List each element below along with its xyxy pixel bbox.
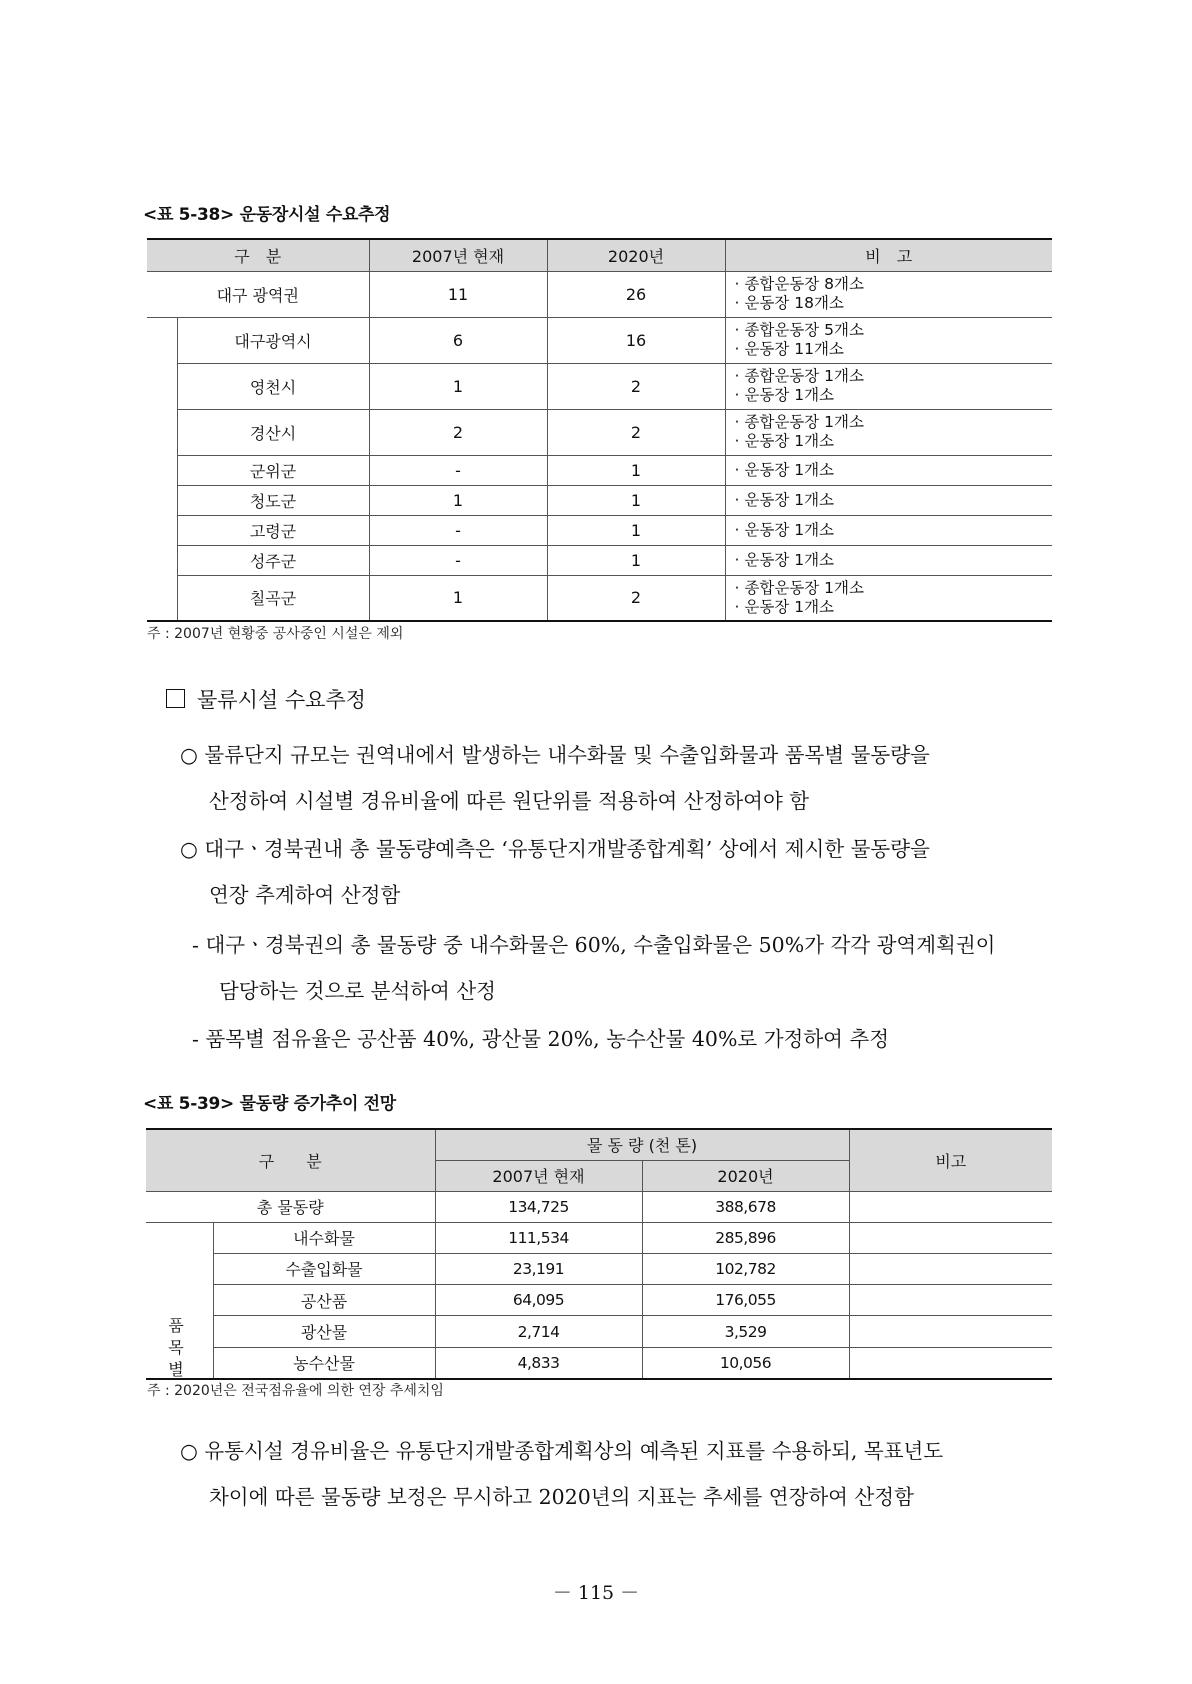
table-caption: <표 5-38> 운동장시설 수요추정 [143, 205, 391, 225]
region-name: 대구광역시 [177, 317, 369, 363]
value-2020: 26 [547, 271, 725, 317]
paragraph: ○ 유통시설 경유비율은 유통단지개발종합계획상의 예측된 지표를 수용하되, 목표년도 차이에 따른 물동량 보정은 무시하고 2020년의 지표는 추세를 연장하여 산정함 [180, 1439, 944, 1509]
value-2007: 134,725 [435, 1191, 642, 1222]
paragraph: ○ 물류단지 규모는 권역내에서 발생하는 내수화물 및 수출입화물과 품목별 물동량을 산정하여 시설별 경유비율에 따른 원단위를 적용하여 산정하여야 함 [180, 743, 930, 813]
header-volume: 물 동 량 (천 톤) [435, 1129, 849, 1160]
value-2020: 1 [547, 545, 725, 575]
remarks: · 종합운동장 1개소 · 운동장 1개소 [725, 575, 1052, 621]
note-cell [849, 1316, 1052, 1347]
checkbox-square-icon [166, 689, 185, 708]
table-note: 주 : 2007년 현황중 공사중인 시설은 제외 [147, 626, 404, 642]
value-2020: 10,056 [642, 1347, 849, 1378]
paragraph: ○ 대구ㆍ경북권내 총 물동량예측은 ‘유통단지개발종합계획’ 상에서 제시한 물동량을 연장 추계하여 산정함 [180, 837, 930, 907]
value-2020: 176,055 [642, 1285, 849, 1316]
header-category: 구 분 [146, 1129, 435, 1191]
region-name: 대구 광역권 [147, 271, 369, 317]
value-2007: - [369, 545, 547, 575]
item-name: 광산물 [213, 1316, 435, 1347]
table-row [147, 515, 1052, 545]
stadium-demand-table [147, 238, 1052, 622]
note-cell [849, 1285, 1052, 1316]
remarks: · 종합운동장 1개소 · 운동장 1개소 [725, 409, 1052, 455]
freight-volume-table [146, 1128, 1052, 1380]
table-row [146, 1347, 1052, 1378]
value-2007: 4,833 [435, 1347, 642, 1378]
remarks: · 운동장 1개소 [725, 545, 1052, 575]
item-name: 총 물동량 [146, 1191, 435, 1222]
table-row [146, 1222, 1052, 1253]
table-row [147, 485, 1052, 515]
header-note: 비고 [849, 1129, 1052, 1191]
table-row [147, 363, 1052, 409]
table-header-row [146, 1129, 1052, 1160]
remarks: · 운동장 1개소 [725, 485, 1052, 515]
table-row [147, 455, 1052, 485]
value-2020: 1 [547, 455, 725, 485]
value-2007: 1 [369, 363, 547, 409]
table-row [146, 1191, 1052, 1222]
table-row [147, 317, 1052, 363]
region-name: 성주군 [177, 545, 369, 575]
note-cell [849, 1191, 1052, 1222]
table-header-row [147, 239, 1052, 271]
header-category: 구 분 [147, 239, 369, 271]
remarks: · 운동장 1개소 [725, 455, 1052, 485]
value-2007: 64,095 [435, 1285, 642, 1316]
value-2020: 16 [547, 317, 725, 363]
value-2007: - [369, 455, 547, 485]
table-row [147, 409, 1052, 455]
value-2020: 2 [547, 575, 725, 621]
note-cell [849, 1253, 1052, 1284]
value-2007: 2 [369, 409, 547, 455]
section-heading: 물류시설 수요추정 [166, 684, 366, 714]
note-cell [849, 1222, 1052, 1253]
remarks: · 종합운동장 1개소 · 운동장 1개소 [725, 363, 1052, 409]
paragraph: - 대구ㆍ경북권의 총 물동량 중 내수화물은 60%, 수출입화물은 50%가 각각 광역계획권이 담당하는 것으로 분석하여 산정 [192, 933, 996, 1003]
table-row [147, 545, 1052, 575]
value-2007: 111,534 [435, 1222, 642, 1253]
value-2020: 2 [547, 409, 725, 455]
table-row [147, 575, 1052, 621]
item-name: 공산품 [213, 1285, 435, 1316]
region-name: 경산시 [177, 409, 369, 455]
table-row [146, 1285, 1052, 1316]
region-name: 군위군 [177, 455, 369, 485]
table-caption: <표 5-39> 물동량 증가추이 전망 [143, 1094, 396, 1114]
page-number: － 115 － [552, 1582, 640, 1604]
value-2007: 1 [369, 485, 547, 515]
value-2007: 11 [369, 271, 547, 317]
header-2020: 2020년 [642, 1160, 849, 1191]
header-2007: 2007년 현재 [435, 1160, 642, 1191]
remarks: · 운동장 1개소 [725, 515, 1052, 545]
region-name: 고령군 [177, 515, 369, 545]
table-row [146, 1316, 1052, 1347]
value-2007: 6 [369, 317, 547, 363]
paragraph: - 품목별 점유율은 공산품 40%, 광산물 20%, 농수산물 40%로 가정하여 추정 [192, 1027, 890, 1051]
table-row [147, 271, 1052, 317]
value-2020: 1 [547, 515, 725, 545]
value-2007: - [369, 515, 547, 545]
note-cell [849, 1347, 1052, 1378]
value-2020: 388,678 [642, 1191, 849, 1222]
table-row [146, 1253, 1052, 1284]
item-name: 내수화물 [213, 1222, 435, 1253]
remarks: · 종합운동장 5개소 · 운동장 11개소 [725, 317, 1052, 363]
remarks: · 종합운동장 8개소 · 운동장 18개소 [725, 271, 1052, 317]
value-2007: 23,191 [435, 1253, 642, 1284]
value-2020: 2 [547, 363, 725, 409]
region-name: 청도군 [177, 485, 369, 515]
header-2007: 2007년 현재 [369, 239, 547, 271]
region-name: 칠곡군 [177, 575, 369, 621]
header-2020: 2020년 [547, 239, 725, 271]
item-name: 수출입화물 [213, 1253, 435, 1284]
group-label: 품 목 별 [146, 1222, 213, 1379]
table-note: 주 : 2020년은 전국점유율에 의한 연장 추세치임 [147, 1383, 444, 1399]
value-2020: 102,782 [642, 1253, 849, 1284]
value-2020: 285,896 [642, 1222, 849, 1253]
value-2020: 1 [547, 485, 725, 515]
item-name: 농수산물 [213, 1347, 435, 1378]
value-2007: 1 [369, 575, 547, 621]
value-2020: 3,529 [642, 1316, 849, 1347]
header-remarks: 비 고 [725, 239, 1052, 271]
indent-spacer [147, 317, 177, 621]
region-name: 영천시 [177, 363, 369, 409]
value-2007: 2,714 [435, 1316, 642, 1347]
